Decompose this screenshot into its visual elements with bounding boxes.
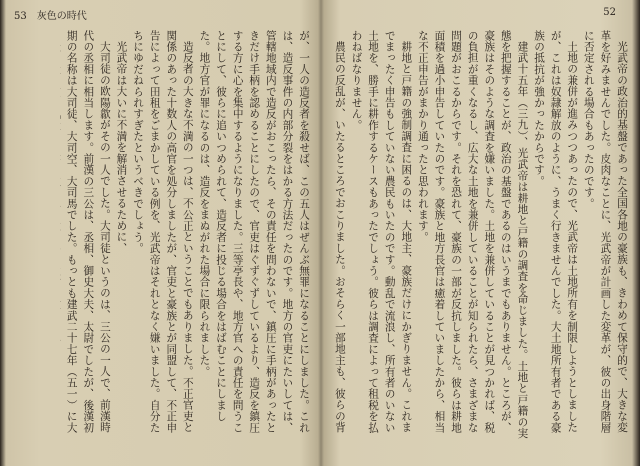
- right-page-body: [334, 30, 630, 442]
- left-paragraph-2: 造反者の大きな不満の一つは、不公正ということでもありました。不正官吏と関係のあった十数人の高官を処分しましたが、官吏と豪族とが同盟して、不正申告によって田租をごまかしている例を、光武帝はそれとなく嫌いました。自分たちにゆだねられすぎたというべきでしょう。: [132, 30, 194, 434]
- left-paragraph-3: 光武帝は大いに不満を解消させるために、: [115, 40, 128, 254]
- right-paragraph-2: 土地の兼併が進みつつあったので、光武帝は土地所有を制限しようとしましたが、これは奴隷解放のように、うまく行きませんでした。大土地所有者である豪族の抵抗が強かったからです。: [533, 30, 579, 434]
- left-paragraph-1: が、一人の造反者を殺せば、この五人はぜんぶ無罪になることにしました。これは、造反事件の内部分裂をはかる方法だったのです。地方の官吏にたいしては、管轄地域内で造反がおこったら、その責任を問わないで、鎮圧に手柄があったときだけ手柄を認めることにしたので、官吏はぐずぐずしているより、造反を鎮圧する方に心を集中するようになりました。三等亭長や、地方官への責任を問うことにして、彼らに追いつめられて、造反者に投じる場合をはばむことにしました。地方官が罪になるのは、造反をまぬがれた場合に限られました。: [198, 30, 310, 434]
- left-page-header: [14, 7, 97, 22]
- left-page-number: 53: [14, 11, 27, 22]
- right-paragraph-5: 農民の反乱が、いたるところでおこりました。おそらく一部地主も、彼らの背: [334, 40, 346, 433]
- right-page-header: [603, 7, 626, 18]
- right-paragraph-3: 建武十五年（三九）、光武帝は耕地と戸籍の調査を命じました。土地と戸籍の実態を把握することが、政治の基盤であるのはいうまでもありません。ところが、豪族はそのような調査を嫌いました。土地を兼併していることが見つかれば、税の負担が重くなるし、広大な土地を兼併していることが知られたら、さまざまな問題がおこるからです。それを恐れて、豪族の一部が反抗しました。彼らは耕地面積を過小申告していたのです。豪族と地方長官は癒着していましたから、相当な不正申告がまかり通ったと思われます。: [416, 30, 529, 439]
- running-title: 灰色の時代: [36, 11, 87, 22]
- left-paragraph-4: 大司徒の欧陽歙がその一人でした。大司徒というのは、三公の一人で、前漢時代の丞相に相当します。前漢の三公は、丞相、御史大夫、太尉でしたが、後漢初期の名称は大司徒、大司空、大司馬でした。もっとも建武二十七年（五一）に大: [65, 30, 111, 434]
- right-paragraph-4: 耕地と戸籍の強制調査に困るのは、大地主、豪族だけにかぎりません。これまでまったく申告もしていない農民もいたのです。動乱で流浪し、所有者のいない土地を、勝手に耕作するケースもあったでしょう。彼らは調査によって租税を払わねばなりません。: [350, 30, 413, 434]
- left-page-body: [60, 30, 312, 442]
- right-page-number: 52: [603, 7, 616, 18]
- right-page: [322, 0, 640, 466]
- right-paragraph-1: 光武帝の政治的基盤であった全国各地の豪族も、きわめて保守的で、大きな変革を好みませんでした。皮肉なことに、光武帝が計画した変革が、彼の出身階層に否定される場合もあったのです。: [582, 30, 628, 434]
